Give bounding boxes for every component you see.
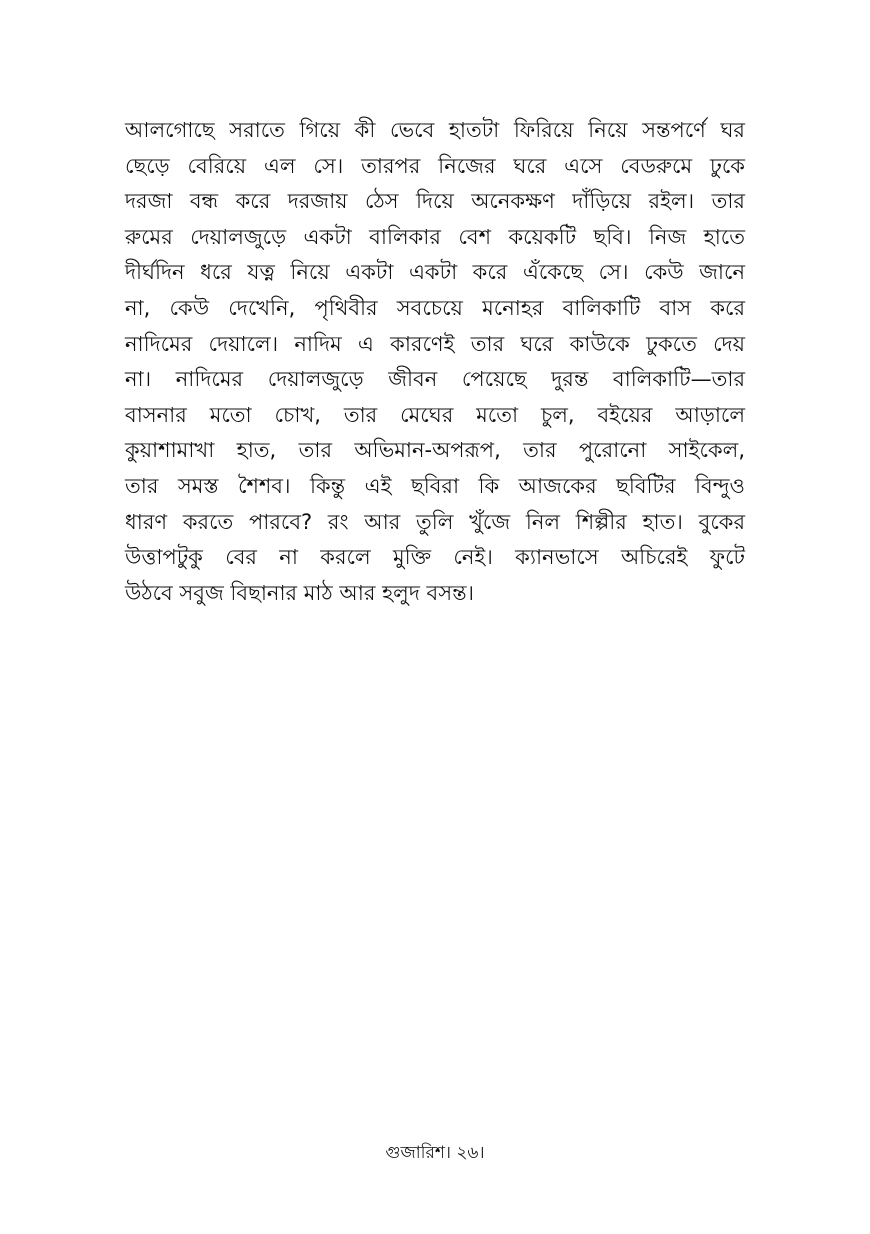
text-line: ধারণ করতে পারবে? রং আর তুলি খুঁজে নিল শিল্পীর হাত। বুকের [125,509,745,534]
text-line: ছেড়ে বেরিয়ে এল সে। তারপর নিজের ঘরে এসে বেডরুমে ঢুকে [125,153,745,178]
text-line: কুয়াশামাখা হাত, তার অভিমান-অপরূপ, তার পুরোনো সাইকেল, [125,438,745,463]
text-line: রুমের দেয়ালজুড়ে একটা বালিকার বেশ কয়েকটি ছবি। নিজ হাতে [125,224,745,249]
page-footer: গুজারিশ। ২৬। [385,1143,485,1163]
text-line: নাদিমের দেয়ালে। নাদিম এ কারণেই তার ঘরে কাউকে ঢুকতে দেয় [125,331,745,356]
body-paragraph [125,113,745,611]
text-line: বাসনার মতো চোখ, তার মেঘের মতো চুল, বইয়ের আড়ালে [125,402,745,427]
text-line: উত্তাপটুকু বের না করলে মুক্তি নেই। ক্যানভাসে অচিরেই ফুটে [125,545,745,570]
text-line: উঠবে সবুজ বিছানার মাঠ আর হলুদ বসন্ত। [125,580,475,605]
text-line: না, কেউ দেখেনি, পৃথিবীর সবচেয়ে মনোহর বালিকাটি বাস করে [125,295,745,320]
text-line: তার সমস্ত শৈশব। কিন্তু এই ছবিরা কি আজকের ছবিটির বিন্দুও [125,473,745,498]
text-line: না। নাদিমের দেয়ালজুড়ে জীবন পেয়েছে দুরন্ত বালিকাটি—তার [125,367,745,392]
text-line: দীর্ঘদিন ধরে যত্ন নিয়ে একটা একটা করে এঁকেছে সে। কেউ জানে [125,260,745,285]
text-line: আলগোছে সরাতে গিয়ে কী ভেবে হাতটা ফিরিয়ে নিয়ে সন্তপর্ণে ঘর [125,118,745,142]
text-line: দরজা বন্ধ করে দরজায় ঠেস দিয়ে অনেকক্ষণ দাঁড়িয়ে রইল। তার [125,189,745,214]
